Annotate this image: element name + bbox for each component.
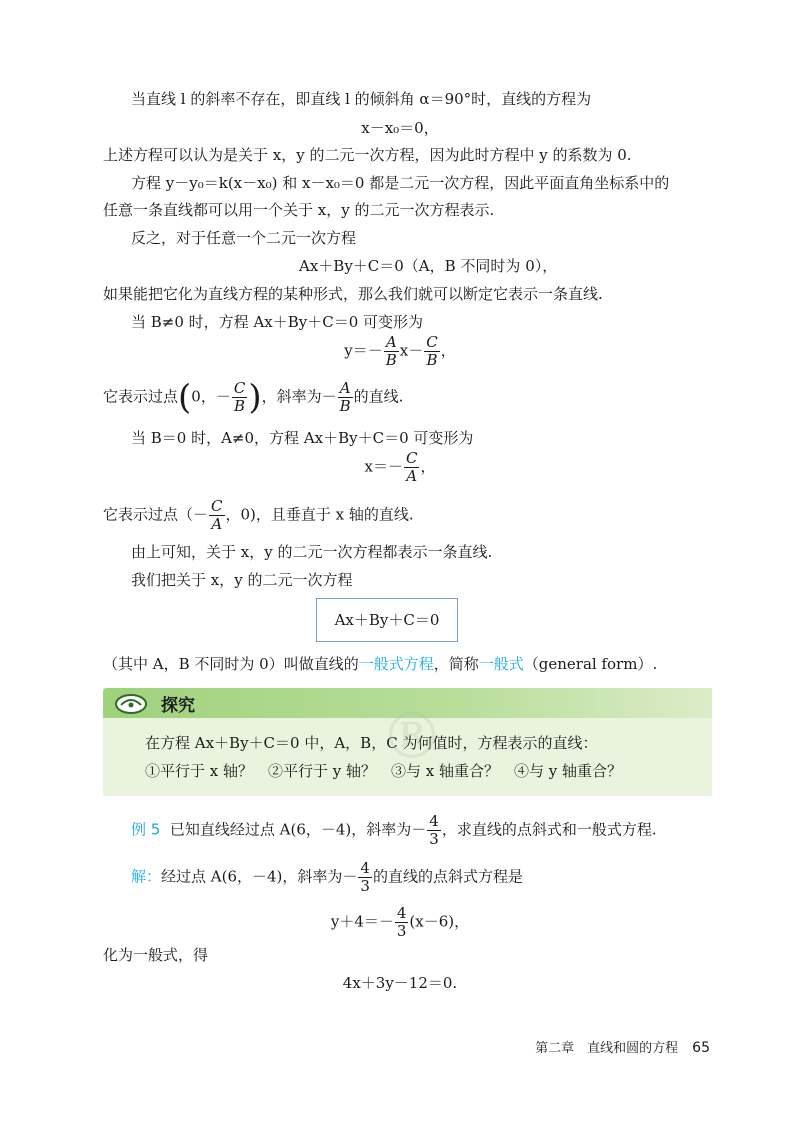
para-convert-general: 化为一般式，得 [103, 946, 209, 964]
para-both-linear-2: 任意一条直线都可以用一个关于 x，y 的二元一次方程表示. [103, 201, 495, 219]
fraction-c-over-b: $\frac{C}{B}$ [426, 333, 438, 369]
explore-question-2: ①平行于 x 轴？ ②平行于 y 轴？ ③与 x 轴重合？ ④与 y 轴重合？ [145, 762, 623, 780]
page-footer [535, 1037, 710, 1056]
para-conversely: 反之，对于任意一个二元一次方程 [131, 229, 357, 247]
example-5: 例 5 已知直线经过点 A(6，－4)，斜率为－ $\frac{4}{3}$ ，求直线的点斜式和一般式方程. [131, 812, 657, 848]
para-all-lines: 由上可知，关于 x，y 的二元一次方程都表示一条直线. [131, 543, 493, 561]
equation-result: 4x＋3y－12＝0. [342, 974, 458, 992]
fraction-4-over-3: $\frac{4}{3}$ [429, 812, 439, 848]
boxed-general-equation: Ax＋By＋C＝0 [316, 598, 458, 642]
term-general-form: 一般式 [478, 655, 524, 673]
para-slope-undefined: 当直线 l 的斜率不存在，即直线 l 的倾斜角 α＝90°时，直线的方程为 [131, 90, 592, 108]
equation-vertical-form: x＝－ $\frac{C}{A}$ ， [364, 449, 436, 485]
equation-point-slope: y＋4＝－ $\frac{4}{3}$ (x－6)， [330, 904, 470, 940]
para-binary-linear: 上述方程可以认为是关于 x，y 的二元一次方程，因为此时方程中 y 的系数为 0. [103, 146, 632, 164]
fraction-4-over-3-3: $\frac{4}{3}$ [396, 904, 407, 940]
fraction-c-over-a-2: $\frac{C}{A}$ [211, 497, 223, 533]
fraction-c-over-a: $\frac{C}{A}$ [405, 449, 418, 485]
para-conclude-line: 如果能把它化为直线方程的某种形式，那么我们就可以断定它表示一条直线. [103, 285, 603, 303]
term-general-equation: 一般式方程 [358, 655, 434, 673]
para-both-linear-1: 方程 y－y₀＝k(x－x₀) 和 x－x₀＝0 都是二元一次方程，因此平面直角坐标系中的 [131, 174, 670, 192]
explore-question-1: 在方程 Ax＋By＋C＝0 中，A，B，C 为何值时，方程表示的直线： [145, 734, 598, 752]
para-point-and-slope: 它表示过点(0，－ $\frac{C}{B}$ )，斜率为－ $\frac{A}{B}$ 的直线. [103, 377, 404, 418]
fraction-c-over-b-2: $\frac{C}{B}$ [233, 379, 246, 415]
equation-general-condition: Ax＋By＋C＝0（A，B 不同时为 0）， [299, 257, 558, 275]
solution-line: 解：经过点 A(6，－4)，斜率为－ $\frac{4}{3}$ 的直线的点斜式方程是 [131, 859, 523, 895]
fraction-a-over-b: $\frac{A}{B}$ [385, 333, 397, 369]
para-perpendicular-x: 它表示过点（－ $\frac{C}{A}$ ，0)，且垂直于 x 轴的直线. [103, 497, 414, 533]
solution-label: 解： [131, 867, 162, 886]
page-number: 65 [692, 1040, 710, 1056]
chapter-title: 第二章 直线和圆的方程 [535, 1041, 679, 1056]
equation-vertical-line: x－x₀＝0， [361, 119, 439, 137]
para-we-call: 我们把关于 x，y 的二元一次方程 [131, 571, 353, 589]
para-general-form-definition: （其中 A，B 不同时为 0）叫做直线的一般式方程，简称一般式（general form）. [103, 655, 658, 673]
explore-title: 探究 [161, 696, 195, 716]
para-b-nonzero: 当 B≠0 时，方程 Ax＋By＋C＝0 可变形为 [131, 313, 424, 331]
publisher-watermark: ® [380, 700, 450, 774]
fraction-4-over-3-2: $\frac{4}{3}$ [360, 859, 370, 895]
fraction-a-over-b-2: $\frac{A}{B}$ [339, 379, 351, 415]
example-label: 例 5 [131, 820, 161, 839]
equation-slope-intercept: y＝－ $\frac{A}{B}$ x－ $\frac{C}{B}$ ， [344, 333, 456, 369]
explore-magnifier-icon [113, 691, 149, 719]
para-b-zero: 当 B＝0 时，A≠0，方程 Ax＋By＋C＝0 可变形为 [131, 429, 474, 447]
